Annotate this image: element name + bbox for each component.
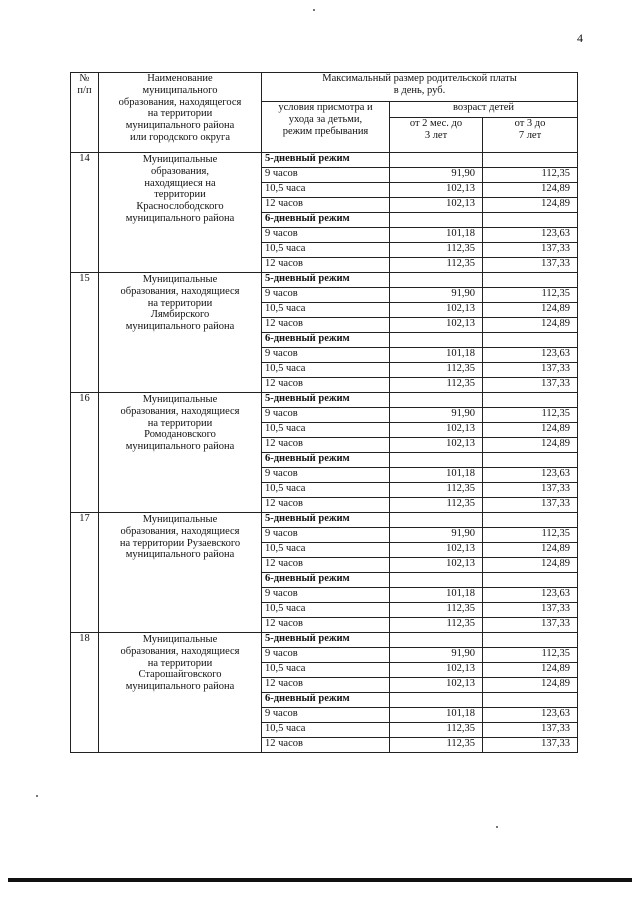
fee-age-2m-3y: 91,90 — [390, 648, 483, 663]
fee-age-2m-3y: 101,18 — [390, 588, 483, 603]
fee-age-2m-3y: 91,90 — [390, 168, 483, 183]
fee-age-2m-3y: 112,35 — [390, 243, 483, 258]
fee-age-2m-3y — [390, 633, 483, 648]
stay-duration: 12 часов — [262, 378, 390, 393]
fee-age-2m-3y: 112,35 — [390, 603, 483, 618]
fee-age-3y-7y: 124,89 — [483, 423, 578, 438]
schedule-mode-label: 6-дневный режим — [262, 453, 390, 468]
stay-duration: 12 часов — [262, 198, 390, 213]
fee-age-2m-3y: 102,13 — [390, 318, 483, 333]
group-number: 15 — [71, 273, 99, 393]
fee-age-2m-3y — [390, 693, 483, 708]
fee-age-2m-3y: 102,13 — [390, 663, 483, 678]
fee-age-2m-3y: 112,35 — [390, 483, 483, 498]
fee-age-3y-7y — [483, 573, 578, 588]
stay-duration: 12 часов — [262, 318, 390, 333]
stay-duration: 9 часов — [262, 708, 390, 723]
schedule-mode-label: 6-дневный режим — [262, 693, 390, 708]
scan-speck — [496, 826, 498, 828]
fee-age-3y-7y: 124,89 — [483, 543, 578, 558]
fee-age-2m-3y: 101,18 — [390, 468, 483, 483]
fee-age-2m-3y — [390, 333, 483, 348]
table-row — [71, 153, 578, 168]
fee-age-3y-7y: 137,33 — [483, 738, 578, 753]
schedule-mode-label: 5-дневный режим — [262, 633, 390, 648]
stay-duration: 9 часов — [262, 408, 390, 423]
fee-age-2m-3y: 112,35 — [390, 498, 483, 513]
fee-age-2m-3y: 91,90 — [390, 408, 483, 423]
fee-age-3y-7y: 124,89 — [483, 663, 578, 678]
schedule-mode-label: 5-дневный режим — [262, 273, 390, 288]
fee-age-3y-7y: 137,33 — [483, 483, 578, 498]
group-number: 16 — [71, 393, 99, 513]
schedule-mode-label: 6-дневный режим — [262, 213, 390, 228]
scan-speck — [313, 9, 315, 11]
municipality-name: Муниципальные образования, находящиеся на территории Ромодановского муниципального района — [99, 393, 262, 513]
fee-age-2m-3y: 112,35 — [390, 363, 483, 378]
fee-age-3y-7y: 137,33 — [483, 363, 578, 378]
table-row — [71, 273, 578, 288]
stay-duration: 12 часов — [262, 678, 390, 693]
fee-age-2m-3y: 91,90 — [390, 528, 483, 543]
schedule-mode-label: 6-дневный режим — [262, 573, 390, 588]
fee-age-3y-7y: 137,33 — [483, 618, 578, 633]
fee-age-2m-3y — [390, 573, 483, 588]
fee-age-2m-3y: 102,13 — [390, 438, 483, 453]
group-number: 14 — [71, 153, 99, 273]
fee-age-3y-7y: 137,33 — [483, 378, 578, 393]
schedule-mode-label: 5-дневный режим — [262, 393, 390, 408]
fee-age-3y-7y — [483, 513, 578, 528]
stay-duration: 9 часов — [262, 588, 390, 603]
table-row — [71, 393, 578, 408]
stay-duration: 10,5 часа — [262, 183, 390, 198]
fee-age-2m-3y: 101,18 — [390, 348, 483, 363]
stay-duration: 9 часов — [262, 348, 390, 363]
stay-duration: 10,5 часа — [262, 483, 390, 498]
bottom-edge-bar — [8, 878, 632, 882]
schedule-mode-label: 5-дневный режим — [262, 513, 390, 528]
header-col-age-2m-3y: от 2 мес. до 3 лет — [390, 118, 483, 153]
page-number: 4 — [577, 31, 583, 45]
fee-age-2m-3y: 102,13 — [390, 423, 483, 438]
fee-age-3y-7y: 123,63 — [483, 588, 578, 603]
municipality-name: Муниципальные образования, находящиеся на территории Лямбирского муниципального района — [99, 273, 262, 393]
fee-age-3y-7y: 123,63 — [483, 468, 578, 483]
table-row — [71, 633, 578, 648]
fee-age-3y-7y: 124,89 — [483, 198, 578, 213]
parental-fee-table — [70, 72, 578, 753]
fee-age-3y-7y: 124,89 — [483, 678, 578, 693]
table-row — [71, 513, 578, 528]
fee-age-3y-7y: 124,89 — [483, 183, 578, 198]
header-col-age-3y-7y: от 3 до 7 лет — [483, 118, 578, 153]
fee-age-2m-3y: 101,18 — [390, 708, 483, 723]
fee-age-3y-7y — [483, 333, 578, 348]
fee-age-3y-7y: 137,33 — [483, 723, 578, 738]
fee-age-3y-7y: 112,35 — [483, 648, 578, 663]
fee-age-3y-7y: 112,35 — [483, 288, 578, 303]
fee-age-3y-7y: 123,63 — [483, 348, 578, 363]
fee-age-3y-7y: 124,89 — [483, 558, 578, 573]
fee-age-2m-3y: 112,35 — [390, 738, 483, 753]
fee-age-3y-7y — [483, 153, 578, 168]
fee-age-3y-7y: 112,35 — [483, 528, 578, 543]
group-number: 18 — [71, 633, 99, 753]
header-col-age: возраст детей — [390, 102, 578, 118]
fee-age-3y-7y: 137,33 — [483, 258, 578, 273]
stay-duration: 9 часов — [262, 288, 390, 303]
stay-duration: 10,5 часа — [262, 543, 390, 558]
header-col-fee: Максимальный размер родительской платы в день, руб. — [262, 73, 578, 102]
fee-age-2m-3y: 112,35 — [390, 723, 483, 738]
fee-age-2m-3y: 102,13 — [390, 558, 483, 573]
fee-age-2m-3y: 112,35 — [390, 258, 483, 273]
fee-age-3y-7y: 123,63 — [483, 228, 578, 243]
fee-age-2m-3y: 112,35 — [390, 378, 483, 393]
scan-speck — [36, 795, 38, 797]
fee-age-3y-7y — [483, 693, 578, 708]
group-number: 17 — [71, 513, 99, 633]
stay-duration: 12 часов — [262, 558, 390, 573]
fee-age-2m-3y: 102,13 — [390, 183, 483, 198]
stay-duration: 12 часов — [262, 738, 390, 753]
fee-age-3y-7y — [483, 273, 578, 288]
fee-age-2m-3y — [390, 453, 483, 468]
stay-duration: 10,5 часа — [262, 663, 390, 678]
stay-duration: 10,5 часа — [262, 603, 390, 618]
fee-age-3y-7y — [483, 453, 578, 468]
stay-duration: 10,5 часа — [262, 243, 390, 258]
stay-duration: 10,5 часа — [262, 363, 390, 378]
fee-age-3y-7y: 124,89 — [483, 438, 578, 453]
fee-age-3y-7y — [483, 633, 578, 648]
fee-age-3y-7y: 124,89 — [483, 303, 578, 318]
stay-duration: 10,5 часа — [262, 303, 390, 318]
fee-age-2m-3y — [390, 213, 483, 228]
fee-age-2m-3y: 102,13 — [390, 198, 483, 213]
fee-age-2m-3y: 91,90 — [390, 288, 483, 303]
fee-age-3y-7y: 123,63 — [483, 708, 578, 723]
fee-age-2m-3y — [390, 153, 483, 168]
fee-age-3y-7y — [483, 213, 578, 228]
fee-age-3y-7y: 137,33 — [483, 603, 578, 618]
fee-age-3y-7y: 124,89 — [483, 318, 578, 333]
stay-duration: 12 часов — [262, 438, 390, 453]
municipality-name: Муниципальные образования, находящиеся на территории Краснослободского муниципального района — [99, 153, 262, 273]
fee-age-2m-3y — [390, 273, 483, 288]
stay-duration: 9 часов — [262, 528, 390, 543]
fee-age-3y-7y: 137,33 — [483, 243, 578, 258]
fee-age-3y-7y — [483, 393, 578, 408]
fee-age-3y-7y: 137,33 — [483, 498, 578, 513]
header-col-conditions: условия присмотра и ухода за детьми, режим пребывания — [262, 102, 390, 153]
schedule-mode-label: 6-дневный режим — [262, 333, 390, 348]
fee-age-2m-3y — [390, 513, 483, 528]
fee-age-3y-7y: 112,35 — [483, 168, 578, 183]
stay-duration: 9 часов — [262, 468, 390, 483]
fee-age-2m-3y: 102,13 — [390, 303, 483, 318]
schedule-mode-label: 5-дневный режим — [262, 153, 390, 168]
stay-duration: 9 часов — [262, 168, 390, 183]
fee-age-2m-3y: 102,13 — [390, 678, 483, 693]
header-col-name: Наименование муниципального образования, находящегося на территории муниципального района или городского округа — [99, 73, 262, 153]
stay-duration: 12 часов — [262, 498, 390, 513]
municipality-name: Муниципальные образования, находящиеся на территории Рузаевского муниципального района — [99, 513, 262, 633]
stay-duration: 9 часов — [262, 228, 390, 243]
stay-duration: 10,5 часа — [262, 423, 390, 438]
stay-duration: 9 часов — [262, 648, 390, 663]
stay-duration: 12 часов — [262, 618, 390, 633]
header-col-number: № п/п — [71, 73, 99, 153]
table-body — [71, 153, 578, 753]
fee-age-2m-3y: 102,13 — [390, 543, 483, 558]
fee-age-2m-3y: 101,18 — [390, 228, 483, 243]
stay-duration: 12 часов — [262, 258, 390, 273]
fee-age-2m-3y — [390, 393, 483, 408]
municipality-name: Муниципальные образования, находящиеся на территории Старошайговского муниципального района — [99, 633, 262, 753]
fee-age-3y-7y: 112,35 — [483, 408, 578, 423]
fee-age-2m-3y: 112,35 — [390, 618, 483, 633]
stay-duration: 10,5 часа — [262, 723, 390, 738]
